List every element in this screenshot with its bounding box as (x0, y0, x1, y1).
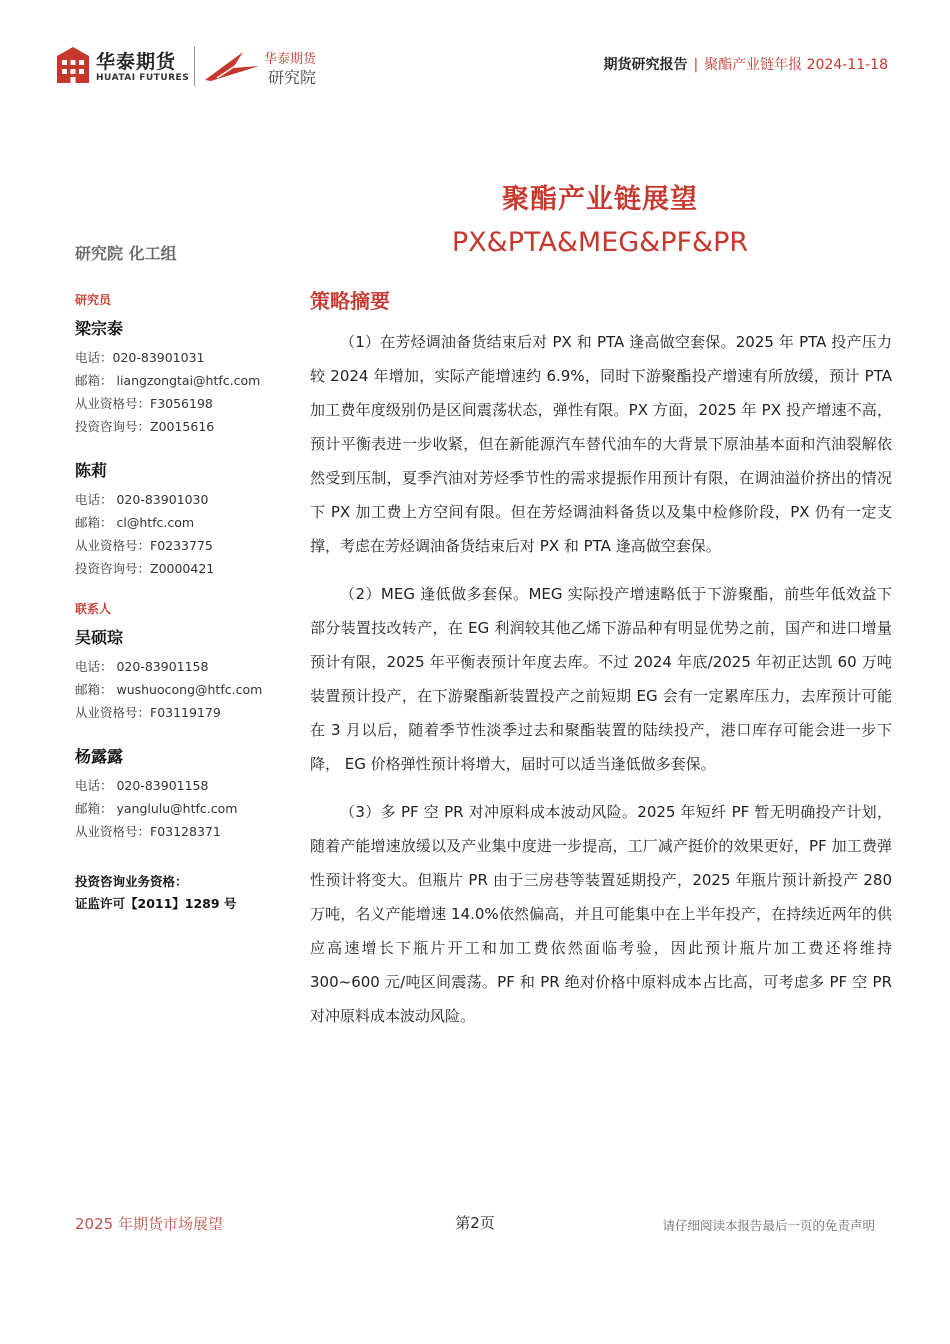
header-separator: | (693, 57, 699, 73)
contact-card (75, 625, 285, 724)
phone-line: 电话：020-83901031 (75, 350, 205, 365)
strategy-summary-body (310, 325, 892, 1047)
footer-publication: 2025 年期货市场展望 (75, 1215, 223, 1233)
contact-card (75, 744, 285, 843)
huatai-logo-icon (57, 47, 89, 83)
contact-name: 吴硕琮 (75, 628, 124, 647)
license-info (75, 871, 285, 915)
summary-paragraph: （1）在芳烃调油备货结束后对 PX 和 PTA 逢高做空套保。2025 年 PTA 投产压力较 2024 年增加，实际产能增速约 6.9%，同时下游聚酯投产增速有所放缓，预计 PTA 加工费年度级别仍是区间震荡状态，弹性有限。PX 方面，2025 年 PX 投产增速不高，预计平衡表进一步收紧，但在新能源汽车替代油车的大背景下原油基本面和汽油裂解依然受到压制，夏季汽油对芳烃季节性的需求提振作用预计有限，在调油溢价挤出的情况下 PX 加工费上方空间有限。但在芳烃调油料备货以及集中检修阶段，PX 仍有一定支撑，考虑在芳烃调油备货结束后对 PX 和 PTA 逢高做空套保。 (310, 333, 892, 555)
email-line: 邮箱： liangzongtai@htfc.com (75, 373, 261, 388)
report-title: 聚酯产业链展望 (502, 184, 698, 215)
researcher-section-label: 研究员 (75, 293, 112, 307)
phone-line: 电话： 020-83901158 (75, 778, 209, 793)
contact-section-label: 联系人 (75, 602, 112, 616)
summary-paragraph: （3）多 PF 空 PR 对冲原料成本波动风险。2025 年短纤 PF 暂无明确投产计划，随着产能增速放缓以及产业集中度进一步提高，工厂减产挺价的效果更好，PF 加工费弹性预计将变大。但瓶片 PR 由于三房巷等装置延期投产，2025 年瓶片预计新投产 280 万吨，名义产能增速 14.0%依然偏高，并且可能集中在上半年投产，在持续近两年的供应高速增长下瓶片开工和加工费依然面临考验，因此预计瓶片加工费还将维持 300~600 元/吨区间震荡。PF 和 PR 绝对价格中原料成本占比高，可考虑多 PF 空 PR 对冲原料成本波动风险。 (310, 803, 892, 1025)
phone-line: 电话： 020-83901158 (75, 659, 209, 674)
logo-divider (194, 46, 195, 86)
header-report-info (603, 54, 888, 74)
email-line: 邮箱： wushuocong@htfc.com (75, 682, 263, 697)
company-name-en: HUATAI FUTURES (96, 73, 190, 83)
researcher-card (75, 458, 285, 580)
researcher-card (75, 316, 285, 438)
email-line: 邮箱： cl@htfc.com (75, 515, 195, 530)
company-name-cn: 华泰期货 (96, 51, 177, 73)
email-line: 邮箱： yanglulu@htfc.com (75, 801, 238, 816)
researcher-name: 梁宗泰 (75, 319, 124, 338)
page-number: 第2页 (455, 1214, 495, 1232)
qualification-line: 从业资格号：F3056198 (75, 396, 213, 411)
report-subtitle: PX&PTA&MEG&PF&PR (451, 227, 749, 258)
license-line-2: 证监许可【2011】1289 号 (75, 896, 237, 911)
consulting-id-line: 投资咨询号：Z0000421 (75, 561, 215, 576)
qualification-line: 从业资格号：F03128371 (75, 824, 221, 839)
researcher-name: 陈莉 (75, 461, 108, 480)
phone-line: 电话： 020-83901030 (75, 492, 209, 507)
institute-logo-icon (203, 48, 261, 82)
qualification-line: 从业资格号：F0233775 (75, 538, 213, 553)
license-line-1: 投资咨询业务资格： (75, 874, 188, 889)
consulting-id-line: 投资咨询号：Z0015616 (75, 419, 215, 434)
institute-name-bottom: 研究院 (268, 68, 317, 87)
disclaimer-notice: 请仔细阅读本报告最后一页的免责声明 (662, 1218, 875, 1233)
contact-name: 杨露露 (75, 747, 124, 766)
institute-name-top: 华泰期货 (264, 52, 317, 67)
author-sidebar (75, 291, 285, 915)
report-type: 期货研究报告 (603, 57, 688, 73)
department-label: 研究院 化工组 (75, 244, 177, 263)
qualification-line: 从业资格号：F03119179 (75, 705, 221, 720)
report-name: 聚酯产业链年报 2024-11-18 (704, 57, 888, 73)
strategy-summary-heading: 策略摘要 (310, 289, 390, 313)
summary-paragraph: （2）MEG 逢低做多套保。MEG 实际投产增速略低于下游聚酯，前些年低效益下部分装置技改转产，在 EG 利润较其他乙烯下游品种有明显优势之前，国产和进口增量预计有限，2025 年平衡表预计年度去库。不过 2024 年底/2025 年初正达凯 60 万吨装置预计投产，在下游聚酯新装置投产之前短期 EG 会有一定累库压力，去库预计可能在 3 月以后，随着季节性淡季过去和聚酯装置的陆续投产，港口库存可能会进一步下降， EG 价格弹性预计将增大，届时可以适当逢低做多套保。 (310, 585, 892, 773)
